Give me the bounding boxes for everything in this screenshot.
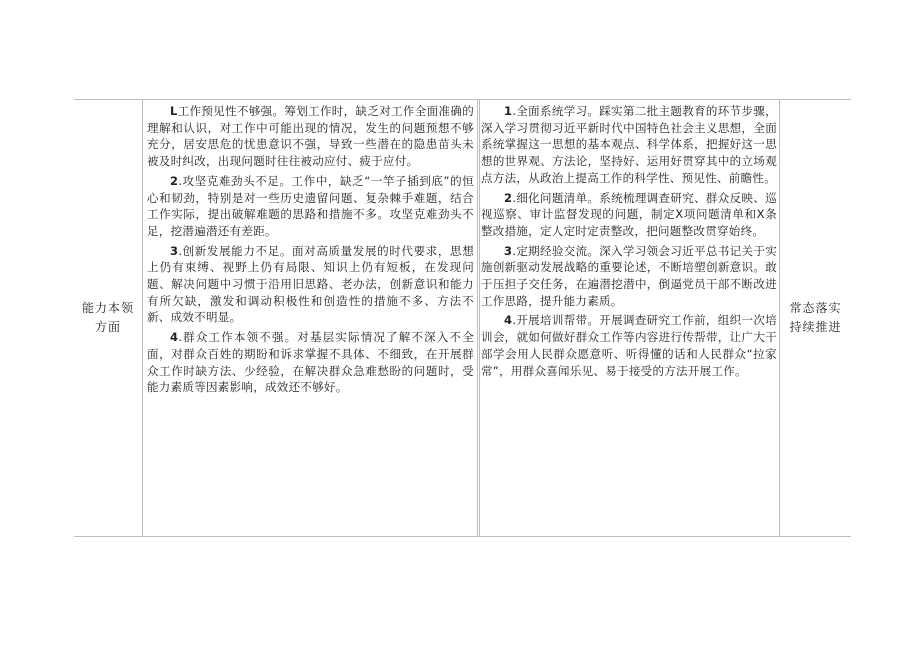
problem-number: L <box>170 104 178 118</box>
measure-number: 2 <box>504 190 513 205</box>
status-cell <box>780 100 851 536</box>
column-divider <box>477 99 478 537</box>
column-divider <box>142 99 143 537</box>
category-label-line: 方面 <box>94 320 121 334</box>
problem-text: .群众工作本领不强。对基层实际情况了解不深入不全面，对群众百姓的期盼和诉求掌握不具体、不细致，在开展群众工作时缺方法、少经验，在解决群众急难愁盼的问题时，受能力素质等因素影响，成效还不够好。 <box>147 330 474 395</box>
problem-item <box>147 173 474 240</box>
problem-text: .攻坚克难劲头不足。工作中，缺乏“一竿子插到底”的恒心和韧劲，特别是对一些历史遗留问题、复杂棘手难题，结合工作实际，提出破解难题的思路和措施不多。攻坚克难劲头不足，挖潜遍潜还有差距。 <box>147 173 474 238</box>
category-cell <box>74 100 142 536</box>
measure-number: 1 <box>504 104 513 118</box>
measure-text: .全面系统学习。踩实第二批主题教育的环节步骤，深入学习贯彻习近平新时代中国特色社会主义思想，全面系统掌握这一思想的基本观点、科学体系，把握好这一思想的世界观、方法论，坚持好、运用好贯穿其中的立场观点方法，从政治上提高工作的科学性、预见性、前瞻性。 <box>481 104 777 185</box>
table-top-border <box>74 99 851 100</box>
measure-text: .开展培训帮带。开展调查研究工作前，组织一次培训会，就如何做好群众工作等内容进行传帮带，让广大干部学会用人民群众愿意听、听得懂的话和人民群众“拉家常”，用群众喜闻乐见、易于接受的方法开展工作。 <box>481 313 777 378</box>
measure-number: 4 <box>504 313 513 328</box>
measure-item <box>481 190 777 240</box>
problem-number: 2 <box>170 173 179 188</box>
measures-cell <box>481 103 777 533</box>
problem-text: .创新发展能力不足。面对高质量发展的时代要求，思想上仍有束缚、视野上仍有局限、知识上仍有短板，在发现问题、解决问题中习惯于沿用旧思路、老办法，创新意识和能力有所欠缺，激发和调动积极性和创造性的措施不多、方法不新、成效不明显。 <box>147 243 474 325</box>
status-label-line: 常态落实 <box>789 301 842 315</box>
problems-cell <box>147 103 474 533</box>
table-bottom-border <box>74 536 851 537</box>
problem-item <box>147 329 474 396</box>
problem-item <box>147 243 474 327</box>
measure-text: .定期经验交流。深入学习领会习近平总书记关于实施创新驱动发展战略的重要论述，不断培塑创新意识。敢于压担子交任务，在遍潜挖潜中，倒逼党员干部不断改进工作思路，提升能力素质。 <box>481 243 777 308</box>
problem-item <box>147 103 474 170</box>
column-divider <box>479 99 480 537</box>
measure-text: .细化问题清单。系统梳理调查研究、群众反映、巡视巡察、审计监督发现的问题，制定X项问题清单和X条整改措施，定人定时定责整改，把问题整改贯穿始终。 <box>481 190 777 238</box>
measure-item <box>481 103 777 187</box>
measure-number: 3 <box>504 243 513 258</box>
measure-item <box>481 312 777 379</box>
category-label-line: 能力本领 <box>81 301 134 315</box>
status-label-line: 持续推进 <box>789 320 842 334</box>
measure-item <box>481 243 777 310</box>
problem-number: 3 <box>170 243 179 258</box>
problem-number: 4 <box>170 330 179 345</box>
problem-text: 工作预见性不够强。筹划工作时，缺乏对工作全面准确的理解和认识，对工作中可能出现的情况，发生的问题预想不够充分，居安思危的忧患意识不强，导致一些潜在的隐患苗头未被及时纠改，出现问题时往往被动应付、疲于应付。 <box>147 104 474 169</box>
